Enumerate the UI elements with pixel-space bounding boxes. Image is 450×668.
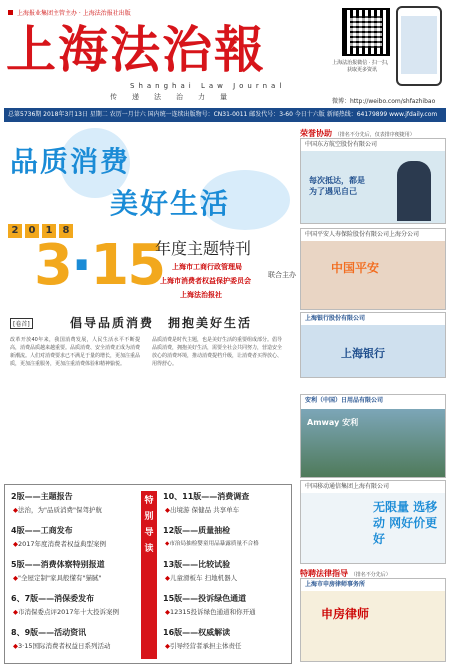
big-315: 3·15: [34, 233, 165, 298]
index-desc: ◆3·15国际消费者权益日系列活动: [13, 642, 111, 650]
index-item[interactable]: 6、7版——消保委发布: [11, 594, 95, 603]
index-item[interactable]: 4版——工商发布: [11, 526, 73, 535]
page-index: [4, 484, 292, 664]
index-desc: ◆市治局抽检婴童用品暴露质量不合格: [165, 541, 259, 547]
index-desc: ◆儿童滑板车 扫地机器人: [165, 574, 238, 582]
phone-icon: [396, 6, 442, 86]
index-desc: ◆2017年度消费者权益典型案例: [13, 540, 107, 548]
index-side-label: 特别导读: [141, 491, 157, 659]
index-item[interactable]: 12版——质量抽检: [163, 526, 231, 535]
organizer: 上海市消费者权益保护委员会: [160, 277, 251, 285]
sponsors-header: 荣誉协助 （排名不分先后，仅表排序便捷用）: [300, 129, 415, 138]
index-item[interactable]: 15版——投诉绿色通道: [163, 594, 247, 603]
index-item[interactable]: 10、11版——消费调查: [163, 492, 250, 501]
ad-law-firm[interactable]: 上海市申房律师事务所 申房律师: [300, 578, 446, 662]
legal-header: 特聘法律指导 （排名不分先后）: [300, 569, 391, 578]
article-column: 改革开放40年来，我国消费发展，人民生活水平不断提高，消费品质越来越重要。品质消费、安全消费正成为消费新潮流。人们对消费要求已不满足于量的增长，更加注重品质，更加注重服务，更加注重消费体验和精神愉悦。: [10, 337, 141, 367]
index-item[interactable]: 13版——比较试验: [163, 560, 231, 569]
qr-code-icon[interactable]: [342, 8, 390, 56]
ad-bank-of-shanghai[interactable]: 上海银行股份有限公司 上海银行: [300, 312, 446, 378]
index-desc: ◆出境游 保健品 共享单车: [165, 506, 240, 514]
index-desc: ◆法治，为"品质消费"保驾护航: [13, 506, 102, 514]
ad-china-mobile[interactable]: 中国移动通信集团上海有限公司 无限量 选移动 网好价更好: [300, 480, 446, 564]
article-title[interactable]: 倡导品质消费 拥抱美好生活: [70, 316, 253, 330]
theme-title: 年度主题特刊: [155, 239, 252, 258]
english-title: Shanghai Law Journal: [130, 82, 286, 90]
newspaper-title: 上海法治報: [6, 20, 266, 79]
index-desc: ◆12315投诉绿色通道和你开通: [165, 608, 256, 616]
index-item[interactable]: 8、9版——活动资讯: [11, 628, 87, 637]
lead-headline-1: 品质消费: [10, 145, 131, 178]
ad-ping-an[interactable]: 中国平安人寿保险股份有限公司上海分公司 中国平安: [300, 228, 446, 310]
lead-headline-2: 美好生活: [110, 187, 231, 220]
issue-info-bar: 总第5736期 2018年3月13日 星期二 农历一月廿六 国内统一连续出版物号：CN31-0011 邮发代号：3-60 今日十六版 新闻热线：64179899 www.jfdaily.com: [4, 108, 446, 122]
article-column: 品质消费是时代主题，也是美好生活的重要组成部分。倡导品质消费，拥抱美好生活，需要全社会共同努力，营造安全放心的消费环境，推动消费提档升级，让消费者买得放心、用得舒心。: [152, 337, 283, 367]
year-badge: 2 0 1 8: [8, 224, 73, 238]
index-item[interactable]: 5版——消费体察特别报道: [11, 560, 105, 569]
index-desc: ◆引导经营者承担主体责任: [165, 642, 242, 650]
ad-eastern-airlines[interactable]: 中国东方航空股份有限公司 每次抵达，都是为了遇见自己: [300, 138, 446, 224]
qr-note: 上海法治报微信 · 扫一扫，获取更多资讯: [332, 60, 392, 73]
slogan: 传递法治力量: [110, 93, 242, 101]
organizer: 上海法治报社: [180, 291, 222, 299]
index-desc: ◆"全屋定制"家具般懂有"猫腻": [13, 574, 102, 582]
top-note: 上海报业集团主管主办 · 上海法治报社出版: [8, 8, 131, 17]
index-desc: ◆市消保委点评2017年十大投诉案例: [13, 608, 120, 616]
index-item[interactable]: 2版——主题报告: [11, 492, 73, 501]
organizer: 上海市工商行政管理局: [172, 263, 242, 271]
ad-amway[interactable]: 安利（中国）日用品有限公司 Amway 安利: [300, 394, 446, 478]
index-item[interactable]: 16版——权威解读: [163, 628, 231, 637]
weibo-link[interactable]: 微博：http://weibo.com/shfazhibao: [332, 98, 436, 105]
person-image: [397, 161, 431, 221]
article-tag: [卷首]: [10, 318, 33, 329]
co-host-label: 联合主办: [268, 271, 296, 279]
